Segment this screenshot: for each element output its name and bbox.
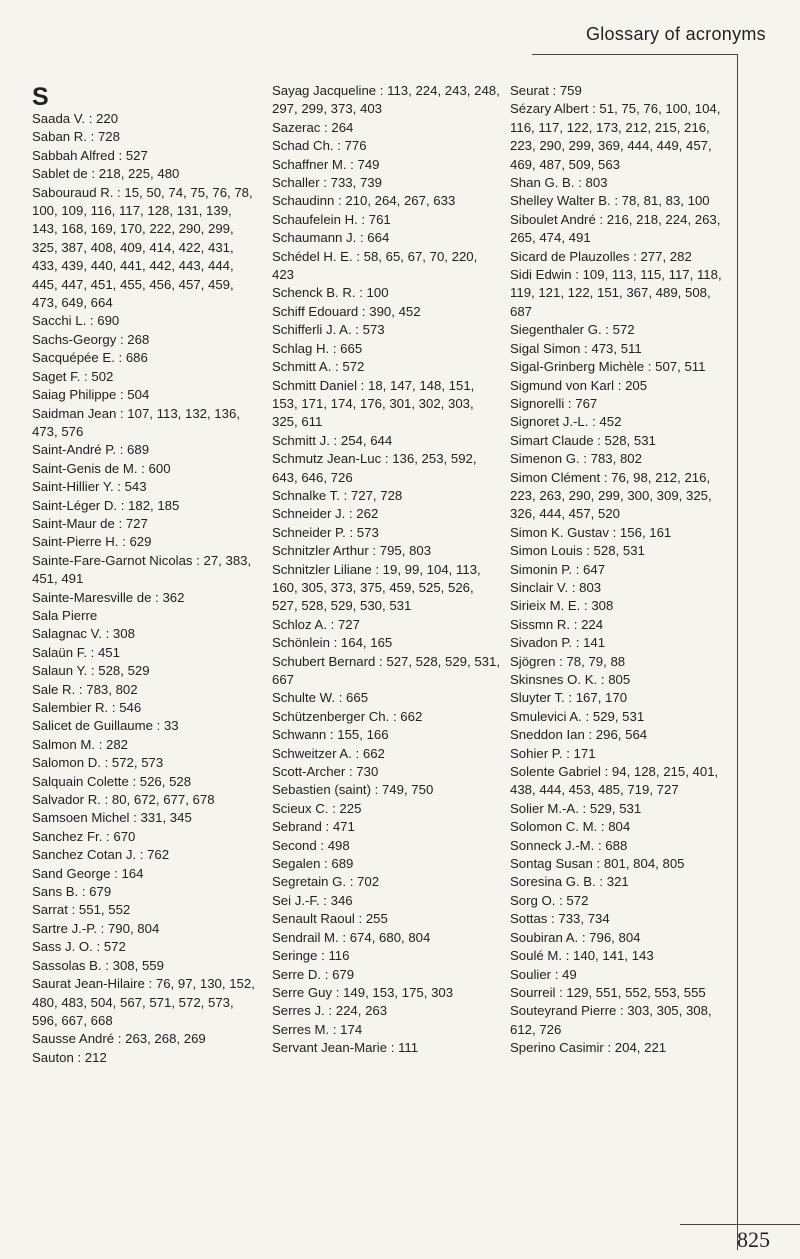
index-entry: Soulier : 49: [510, 966, 577, 982]
entry-list: [272, 82, 500, 1058]
index-entry: Smulevici A. : 529, 531: [510, 708, 645, 724]
index-entry: Sainte-Maresville de : 362: [32, 589, 185, 605]
index-entry: Salicet de Guillaume : 33: [32, 718, 179, 734]
index-entry: Sazerac : 264: [272, 119, 354, 135]
index-entry: Solomon C. M. : 804: [510, 819, 631, 835]
index-entry: Samsoen Michel : 331, 345: [32, 810, 192, 826]
index-entry: Second : 498: [272, 837, 350, 853]
index-entry: Schenck B. R. : 100: [272, 285, 389, 301]
index-entry: Schédel H. E. : 58, 65, 67, 70, 220, 423: [272, 248, 478, 283]
index-entry: Sausse André : 263, 268, 269: [32, 1031, 206, 1047]
index-entry: Sorg O. : 572: [510, 892, 589, 908]
index-entry: Sarrat : 551, 552: [32, 902, 131, 918]
index-entry: Shan G. B. : 803: [510, 175, 608, 191]
index-entry: Saint-Léger D. : 182, 185: [32, 497, 180, 513]
index-entry: Salembier R. : 546: [32, 700, 142, 715]
index-entry: Sézary Albert : 51, 75, 76, 100, 104, 116, 117, 122, 173, 212, 215, 216, 223, 290, 299, 369, 444, 449, 457, 469, 487, 509, 563: [510, 101, 721, 172]
index-entry: Soresina G. B. : 321: [510, 874, 629, 890]
index-entry: Salomon D. : 572, 573: [32, 755, 164, 771]
index-entry: Solente Gabriel : 94, 128, 215, 401, 438, 444, 453, 485, 719, 727: [510, 764, 719, 798]
index-entry: Schaudinn : 210, 264, 267, 633: [272, 193, 456, 209]
index-entry: Sjögren : 78, 79, 88: [510, 653, 626, 669]
index-entry: Simonin P. : 647: [510, 561, 606, 577]
index-entry: Schifferli J. A. : 573: [272, 322, 385, 338]
index-entry: Shelley Walter B. : 78, 81, 83, 100: [510, 193, 710, 209]
entry-list: [510, 82, 732, 1058]
index-entry: Sluyter T. : 167, 170: [510, 690, 628, 706]
index-entry: Schnitzler Liliane : 19, 99, 104, 113, 160, 305, 373, 375, 459, 525, 526, 527, 528, 529, 530, 531: [272, 561, 481, 614]
index-entry: Sablet de : 218, 225, 480: [32, 166, 180, 182]
index-entry: Sanchez Fr. : 670: [32, 828, 136, 844]
index-entry: Siegenthaler G. : 572: [510, 322, 635, 338]
index-entry: Scott-Archer : 730: [272, 764, 379, 780]
index-entry: Schlag H. : 665: [272, 340, 363, 356]
index-entry: Salvador R. : 80, 672, 677, 678: [32, 792, 215, 808]
index-entry: Sacchi L. : 690: [32, 313, 120, 329]
index-entry: Sabbah Alfred : 527: [32, 147, 148, 163]
index-entry: Sigal Simon : 473, 511: [510, 340, 642, 356]
index-entry: Skinsnes O. K. : 805: [510, 672, 631, 687]
index-entry: Sala Pierre: [32, 607, 98, 623]
index-entry: Saban R. : 728: [32, 129, 120, 145]
index-entry: Sabouraud R. : 15, 50, 74, 75, 76, 78, 100, 109, 116, 117, 128, 131, 139, 143, 168, 169, 170, 222, 290, 299, 325, 387, 408, 409, 414, 422, 431, 433, 439, 440, 441, 442, 443, 444, 445, 447, 451, 455, 456, 457, 459, 473, 649, 664: [32, 184, 253, 311]
index-entry: Sivadon P. : 141: [510, 635, 606, 651]
index-entry: Sale R. : 783, 802: [32, 681, 138, 697]
index-entry: Sanchez Cotan J. : 762: [32, 847, 170, 863]
index-entry: Sourreil : 129, 551, 552, 553, 555: [510, 984, 706, 1000]
entry-list: [32, 110, 258, 1067]
index-entry: Serre D. : 679: [272, 966, 355, 982]
index-entry: Schmitt J. : 254, 644: [272, 432, 393, 448]
header-title: Glossary of acronyms: [585, 24, 766, 44]
page-number: 825: [737, 1227, 770, 1252]
index-entry: Saint-Genis de M. : 600: [32, 460, 171, 476]
margin-rule: [737, 54, 738, 1250]
index-entry: Simon Louis : 528, 531: [510, 543, 645, 559]
index-entry: Sigal-Grinberg Michèle : 507, 511: [510, 359, 706, 375]
index-entry: Saget F. : 502: [32, 368, 114, 384]
index-entry: Saidman Jean : 107, 113, 132, 136, 473, 576: [32, 405, 240, 439]
index-entry: Souteyrand Pierre : 303, 305, 308, 612, 726: [510, 1003, 712, 1037]
index-entry: Signorelli : 767: [510, 395, 598, 411]
index-entry: Schloz A. : 727: [272, 616, 360, 632]
index-entry: Sans B. : 679: [32, 884, 112, 900]
index-column-1: [32, 82, 258, 1067]
index-entry: Schützenberger Ch. : 662: [272, 708, 423, 724]
index-entry: Solier M.-A. : 529, 531: [510, 800, 642, 816]
index-entry: Schwann : 155, 166: [272, 727, 389, 743]
index-entry: Senault Raoul : 255: [272, 911, 388, 927]
index-entry: Sachs-Georgy : 268: [32, 331, 150, 347]
index-entry: Serres M. : 174: [272, 1021, 363, 1037]
index-entry: Schubert Bernard : 527, 528, 529, 531, 667: [272, 653, 501, 687]
index-entry: Schaffner M. : 749: [272, 156, 380, 172]
index-entry: Serre Guy : 149, 153, 175, 303: [272, 984, 454, 1000]
index-entry: Sicard de Plauzolles : 277, 282: [510, 248, 692, 264]
index-entry: Salaün F. : 451: [32, 644, 120, 660]
section-letter: S: [32, 83, 49, 111]
index-entry: Schiff Edouard : 390, 452: [272, 303, 421, 319]
index-entry: Schaller : 733, 739: [272, 175, 382, 191]
index-entry: Saurat Jean-Hilaire : 76, 97, 130, 152, 480, 483, 504, 567, 571, 572, 573, 596, 667, 668: [32, 976, 255, 1028]
index-entry: Signoret J.-L. : 452: [510, 414, 622, 430]
index-entry: Sontag Susan : 801, 804, 805: [510, 856, 685, 872]
index-entry: Sainte-Fare-Garnot Nicolas : 27, 383, 451, 491: [32, 552, 252, 587]
index-entry: Sebrand : 471: [272, 819, 355, 835]
index-entry: Schmitt A. : 572: [272, 359, 365, 375]
index-entry: Sass J. O. : 572: [32, 939, 126, 955]
index-entry: Sendrail M. : 674, 680, 804: [272, 929, 431, 945]
footer-rule: [680, 1224, 800, 1225]
index-entry: Schneider P. : 573: [272, 524, 379, 540]
index-entry: Scieux C. : 225: [272, 800, 362, 816]
index-entry: Schad Ch. : 776: [272, 138, 367, 154]
index-entry: Soulé M. : 140, 141, 143: [510, 948, 654, 964]
header-rule: [532, 54, 738, 55]
index-entry: Siboulet André : 216, 218, 224, 263, 265, 474, 491: [510, 211, 721, 246]
index-entry: Saint-André P. : 689: [32, 442, 150, 458]
index-entry: Sei J.-F. : 346: [272, 892, 353, 908]
index-entry: Sirieix M. E. : 308: [510, 598, 614, 614]
index-column-2: [272, 82, 500, 1058]
index-entry: Schneider J. : 262: [272, 506, 379, 522]
index-entry: Sottas : 733, 734: [510, 911, 610, 927]
index-column-3: [510, 82, 732, 1058]
index-entry: Sebastien (saint) : 749, 750: [272, 782, 434, 798]
index-entry: Sonneck J.-M. : 688: [510, 837, 628, 853]
index-entry: Sneddon Ian : 296, 564: [510, 727, 648, 743]
index-entry: Saint-Hillier Y. : 543: [32, 479, 147, 495]
index-entry: Schulte W. : 665: [272, 690, 369, 706]
index-entry: Saiag Philippe : 504: [32, 387, 150, 403]
index-entry: Sacquépée E. : 686: [32, 350, 148, 366]
index-entry: Sperino Casimir : 204, 221: [510, 1040, 667, 1056]
index-entry: Serres J. : 224, 263: [272, 1003, 388, 1019]
index-entry: Segalen : 689: [272, 856, 354, 872]
index-entry: Sand George : 164: [32, 865, 144, 881]
index-entry: Simenon G. : 783, 802: [510, 451, 642, 467]
index-entry: Sohier P. : 171: [510, 745, 596, 761]
index-entry: Salaun Y. : 528, 529: [32, 663, 150, 679]
index-entry: Saint-Maur de : 727: [32, 515, 148, 531]
index-entry: Schönlein : 164, 165: [272, 635, 393, 651]
index-entry: Simart Claude : 528, 531: [510, 432, 656, 448]
index-entry: Sissmn R. : 224: [510, 616, 604, 632]
index-entry: Simon K. Gustav : 156, 161: [510, 524, 672, 540]
index-entry: Segretain G. : 702: [272, 874, 380, 890]
index-entry: Soubiran A. : 796, 804: [510, 929, 641, 945]
index-entry: Schaumann J. : 664: [272, 230, 390, 246]
index-entry: Schnitzler Arthur : 795, 803: [272, 543, 432, 559]
index-entry: Saada V. : 220: [32, 111, 119, 126]
index-entry: Salquain Colette : 526, 528: [32, 773, 192, 789]
index-entry: Schnalke T. : 727, 728: [272, 487, 403, 503]
index-entry: Seringe : 116: [272, 948, 350, 964]
index-entry: Sinclair V. : 803: [510, 579, 602, 595]
index-entry: Schaufelein H. : 761: [272, 211, 391, 227]
index-entry: Servant Jean-Marie : 111: [272, 1040, 419, 1056]
index-entry: Sayag Jacqueline : 113, 224, 243, 248, 297, 299, 373, 403: [272, 83, 500, 117]
index-entry: Salagnac V. : 308: [32, 626, 135, 642]
index-entry: Salmon M. : 282: [32, 736, 129, 752]
index-entry: Seurat : 759: [510, 83, 582, 98]
index-entry: Simon Clément : 76, 98, 212, 216, 223, 263, 290, 299, 300, 309, 325, 326, 444, 457, 520: [510, 469, 712, 522]
index-entry: Schmitt Daniel : 18, 147, 148, 151, 153, 171, 174, 176, 301, 302, 303, 325, 611: [272, 377, 475, 430]
index-entry: Sartre J.-P. : 790, 804: [32, 920, 160, 936]
index-entry: Schmutz Jean-Luc : 136, 253, 592, 643, 646, 726: [272, 451, 477, 485]
index-entry: Sidi Edwin : 109, 113, 115, 117, 118, 119, 121, 122, 151, 367, 489, 508, 687: [510, 267, 722, 319]
index-entry: Sassolas B. : 308, 559: [32, 957, 164, 973]
index-entry: Saint-Pierre H. : 629: [32, 534, 152, 550]
index-entry: Sigmund von Karl : 205: [510, 377, 648, 393]
index-entry: Schweitzer A. : 662: [272, 745, 385, 761]
index-entry: Sauton : 212: [32, 1049, 107, 1065]
